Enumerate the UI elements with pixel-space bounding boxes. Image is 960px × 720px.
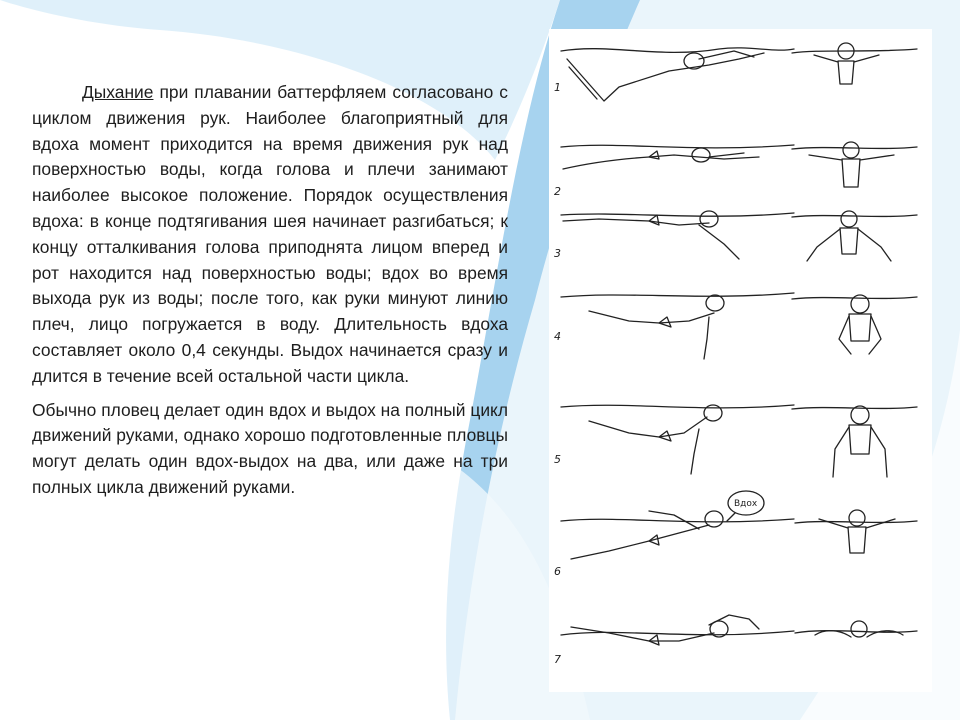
swimmer-front-head	[849, 510, 865, 526]
row-number-1: 1	[554, 81, 561, 94]
row-number-5: 5	[554, 453, 561, 466]
bubble-label: Вдох	[734, 499, 758, 509]
stroke-phase-5	[561, 405, 917, 477]
text-block	[32, 80, 508, 501]
paragraph-breathing	[32, 80, 508, 390]
swimming-figure-panel	[549, 29, 932, 692]
water-line	[561, 293, 794, 297]
water-line	[561, 48, 794, 53]
water-line	[561, 519, 794, 522]
paragraph-breath-cycle: Обычно пловец делает один вдох и выдох на полный цикл движений руками, однако хорошо подготовленные пловцы могут делать один вдох-выдох на два, или даже на три полных цикла движений руками.	[32, 399, 508, 497]
stroke-phase-1	[561, 43, 917, 101]
water-line	[561, 213, 794, 216]
swimmer-front-head	[851, 621, 867, 637]
swimmer-side-body	[571, 525, 709, 559]
water-line	[561, 145, 794, 148]
swimmer-side-body	[563, 155, 759, 169]
stroke-phase-4	[561, 293, 917, 359]
breathing-link[interactable]: Дыхание	[82, 82, 154, 102]
swimmer-side-body	[589, 311, 714, 323]
water-line	[795, 521, 917, 523]
row-number-4: 4	[554, 330, 561, 343]
swimmer-side-body	[567, 53, 764, 101]
row-number-3: 3	[554, 247, 561, 260]
water-line	[792, 147, 917, 149]
swimmer-front-head	[843, 142, 859, 158]
water-line	[561, 405, 794, 408]
water-line	[792, 215, 917, 217]
stroke-phase-3	[561, 211, 917, 261]
butterfly-breathing-illustration	[549, 29, 932, 692]
row-number-2: 2	[554, 185, 561, 198]
row-number-7: 7	[554, 653, 561, 666]
row-number-6: 6	[554, 565, 561, 578]
paragraph-breathing-text: при плавании баттерфляем согласовано с циклом движения рук. Наиболее благоприятный для вдоха момент приходится на время движения рук над поверхностью воды, когда голова и плечи занимают наиболее высокое положение. Порядок осуществления вдоха: в конце подтягивания шея начинает разгибаться; к концу отталкивания голова приподнята лицом вперед и рот находится над поверхностью воды; вдох во время выхода рук из воды; после того, как руки минуют линию плеч, лицо погружается в воду. Длительность вдоха составляет около 0,4 секунды. Выдох начинается сразу и длится в течение всей остальной части цикла.	[32, 82, 508, 386]
water-line	[561, 631, 794, 635]
stroke-phase-7	[561, 615, 917, 645]
swimmer-side-body	[589, 417, 707, 437]
swimmer-side-body	[563, 219, 709, 225]
stroke-phase-2	[561, 142, 917, 187]
swimmer-front-head	[841, 211, 857, 227]
